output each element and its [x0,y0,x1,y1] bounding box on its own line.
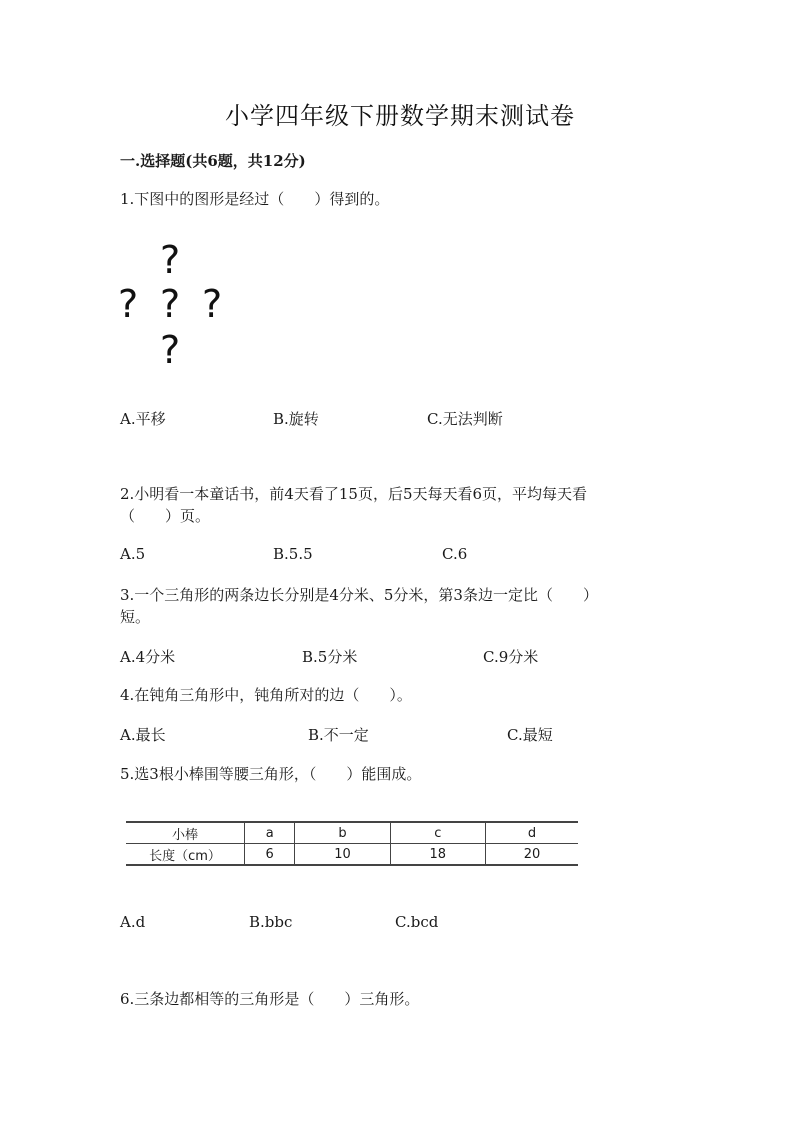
q3-option-b: B.5分米 [302,648,358,666]
page-title: 小学四年级下册数学期末测试卷 [225,102,575,130]
q2-option-c: C.6 [442,545,468,563]
sticks-table [126,821,578,866]
table-row [126,844,578,866]
question-mark-icon: ? [160,328,181,372]
q1-option-a: A.平移 [120,410,166,428]
q3-option-a: A.4分米 [120,648,176,666]
question-mark-icon: ? [118,282,139,326]
q1-option-b: B.旋转 [273,410,319,428]
table-header-cell: d [485,822,578,844]
question-mark-icon: ? [160,282,181,326]
table-cell: 6 [245,844,295,866]
section-heading: 一.选择题(共6题，共12分) [120,152,306,170]
q5-option-a: A.d [120,913,146,931]
table-header-cell: a [245,822,295,844]
q4-option-c: C.最短 [507,726,553,744]
q4-option-b: B.不一定 [308,726,369,744]
question-6-text: 6.三条边都相等的三角形是（ ）三角形。 [120,990,420,1008]
q2-option-a: A.5 [120,545,146,563]
table-cell: 20 [485,844,578,866]
question-mark-icon: ? [160,238,181,282]
table-cell: 长度（cm） [126,844,245,866]
question-2-text-line1: 2.小明看一本童话书，前4天看了15页，后5天每天看6页，平均每天看 [120,485,588,503]
q5-option-b: B.bbc [249,913,293,931]
question-2-text-line2: （ ）页。 [120,507,211,525]
question-4-text: 4.在钝角三角形中，钝角所对的边（ ）。 [120,686,412,704]
question-1-text: 1.下图中的图形是经过（ ）得到的。 [120,190,390,208]
q5-option-c: C.bcd [395,913,439,931]
question-3-text-line1: 3.一个三角形的两条边长分别是4分米、5分米，第3条边一定比（ ） [120,586,598,604]
q1-option-c: C.无法判断 [427,410,503,428]
table-header-cell: b [295,822,390,844]
q3-option-c: C.9分米 [483,648,539,666]
q2-option-b: B.5.5 [273,545,313,563]
table-header-row [126,822,578,844]
table-header-cell: c [390,822,485,844]
question-5-text: 5.选3根小棒围等腰三角形，（ ）能围成。 [120,765,422,783]
table-cell: 10 [295,844,390,866]
question-3-text-line2: 短。 [120,608,151,626]
q4-option-a: A.最长 [120,726,166,744]
table-header-cell: 小棒 [126,822,245,844]
question-mark-icon: ? [202,282,223,326]
table-cell: 18 [390,844,485,866]
